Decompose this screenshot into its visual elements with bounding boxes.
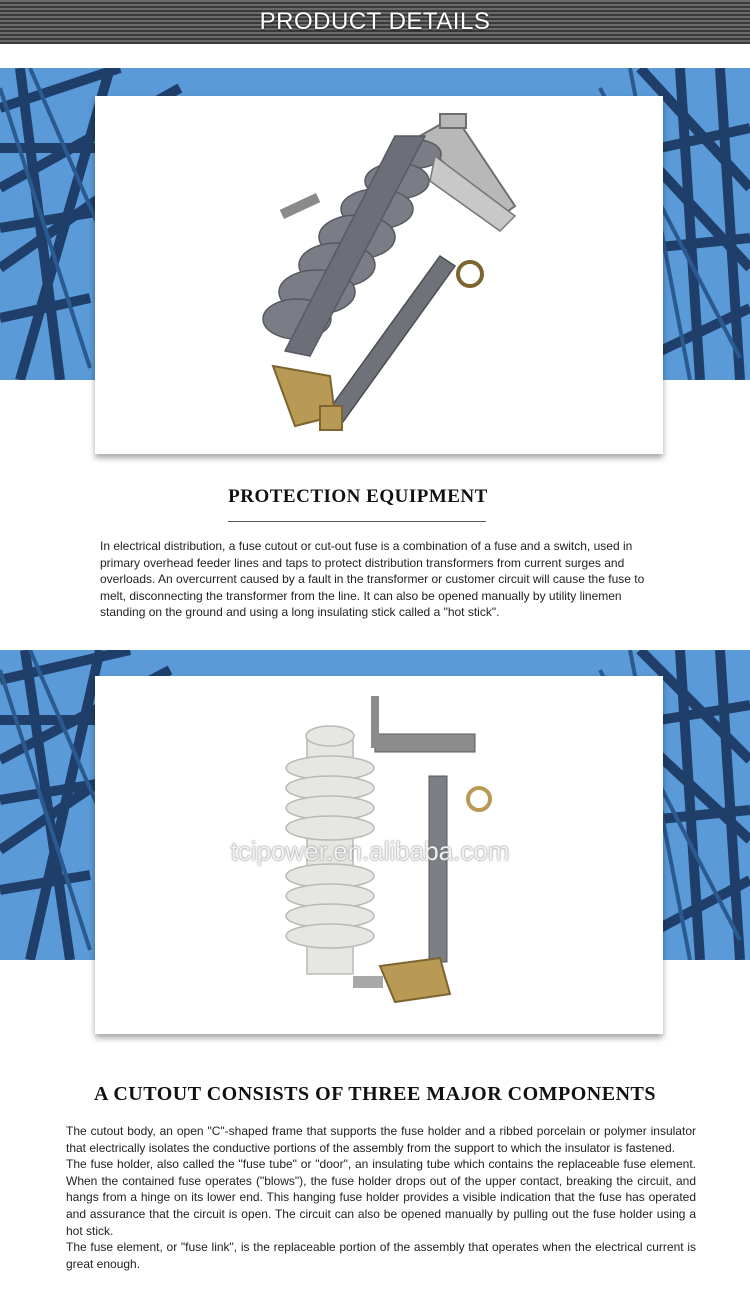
section-text-components <box>66 1123 696 1272</box>
section-heading-components: A CUTOUT CONSISTS OF THREE MAJOR COMPONENTS <box>94 1083 656 1105</box>
component-paragraph-holder: The fuse holder, also called the "fuse tube" or "door", an insulating tube which contains the replaceable fuse element. When the contained fuse operates ("blows"), the fuse holder drops out of the upper contact, breaking the circuit, and hangs from a hinge on its lower end. This hanging fuse holder provides a visible indication that the fuse has operated and assurance that the circuit is open. The circuit can also be opened manually by pulling out the fuse holder using a hot stick. <box>66 1157 696 1238</box>
section-heading-protection: PROTECTION EQUIPMENT <box>228 486 488 507</box>
component-paragraph-body: The cutout body, an open "C"-shaped frame that supports the fuse holder and a ribbed porcelain or polymer insulator that electrically isolates the conductive portions of the assembly from the support to which the insulator is fastened. <box>66 1124 696 1155</box>
product-photo-1 <box>95 96 663 454</box>
product-photo-2 <box>95 676 663 1034</box>
page-title: PRODUCT DETAILS <box>259 8 491 35</box>
section-text-protection: In electrical distribution, a fuse cutout or cut-out fuse is a combination of a fuse and a switch, used in primary overhead feeder lines and taps to protect distribution transformers from current surges and overloads. An overcurrent caused by a fault in the transformer or customer circuit will cause the fuse to melt, disconnecting the transformer from the line. It can also be opened manually by utility linemen standing on the ground and using a long insulating stick called a "hot stick". <box>100 539 645 620</box>
component-paragraph-element: The fuse element, or "fuse link", is the replaceable portion of the assembly that operates when the electrical current is great enough. <box>66 1240 696 1271</box>
header-banner <box>0 0 750 44</box>
heading-divider <box>228 521 486 522</box>
watermark: tcipower.en.alibaba.com <box>230 836 510 866</box>
